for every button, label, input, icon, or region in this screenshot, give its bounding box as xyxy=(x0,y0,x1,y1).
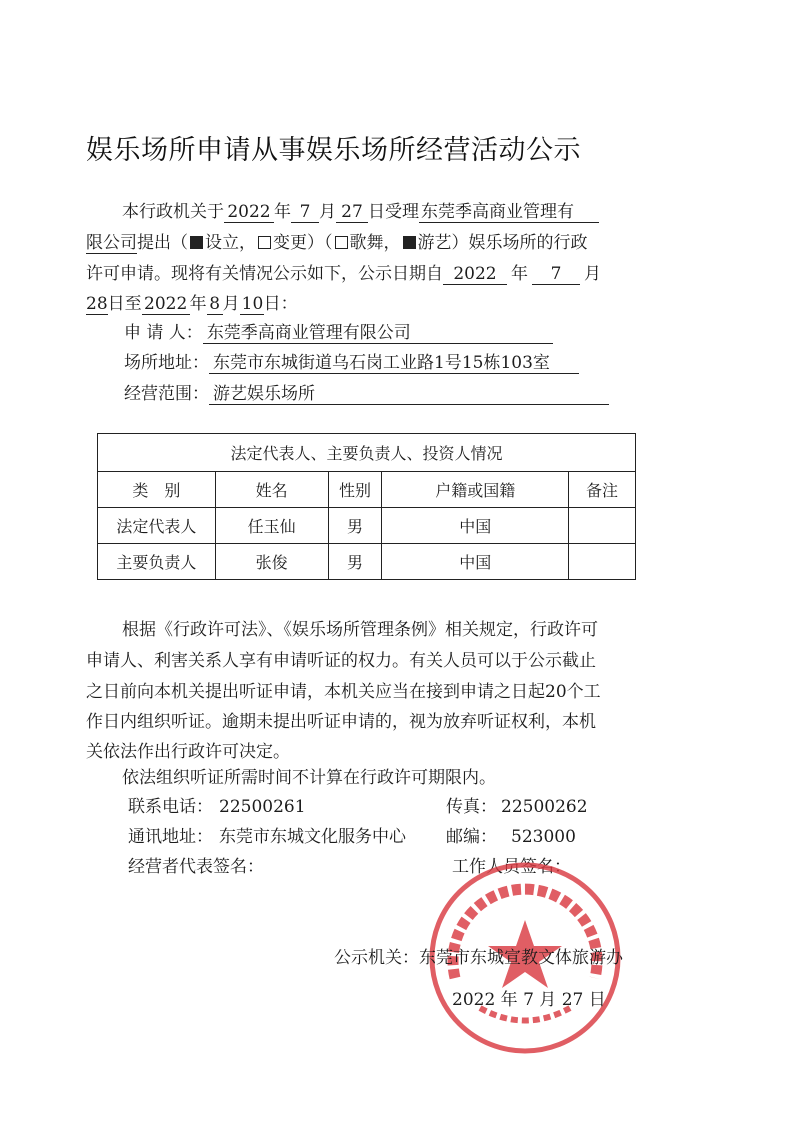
header-gender: 性别 xyxy=(328,472,382,508)
row-nationality: 中国 xyxy=(382,544,569,580)
song-dance-label: 歌舞， xyxy=(349,233,401,253)
address-value: 东莞市东城街道乌石岗工业路1号15栋103室 xyxy=(209,353,579,374)
end-day: 10 xyxy=(241,294,264,314)
end-year-unit: 年 xyxy=(189,294,207,314)
authority-value: 东莞市东城宣教文体旅游办 xyxy=(419,948,623,968)
mail-address-label: 通讯地址： xyxy=(128,827,213,847)
row-name: 张俊 xyxy=(215,544,328,580)
phone-value: 22500261 xyxy=(219,797,306,817)
start-month: 7 xyxy=(532,264,580,285)
header-name: 姓名 xyxy=(215,472,328,508)
body-line-2: 申请人、利害关系人享有申请听证的权力。有关人员可以于公示截止 xyxy=(86,651,596,671)
row-gender: 男 xyxy=(328,508,382,544)
game-label: 游艺）娱乐场所的行政 xyxy=(417,233,588,253)
row-category: 主要负责人 xyxy=(98,544,216,580)
day-unit: 日受理 xyxy=(368,202,419,222)
table-row xyxy=(98,544,636,580)
change-label: 变更）（ xyxy=(273,233,333,253)
people-table xyxy=(97,433,636,580)
period-intro: 许可申请。现将有关情况公示如下，公示日期自 xyxy=(86,264,443,284)
applicant-value: 东莞季高商业管理有限公司 xyxy=(203,323,553,344)
notice-prefix: 本行政机关于 xyxy=(122,202,224,222)
row-remark xyxy=(569,508,636,544)
row-name: 任玉仙 xyxy=(215,508,328,544)
body-line-1: 根据《行政许可法》、《娱乐场所管理条例》相关规定，行政许可 xyxy=(122,620,598,640)
fax-label: 传真： xyxy=(446,797,497,817)
start-month-unit: 月 xyxy=(584,264,601,284)
applicant-label: 申 请 人： xyxy=(124,323,203,343)
notice-line-2 xyxy=(86,233,588,254)
scope-label: 经营范围： xyxy=(124,384,209,404)
applicant-field xyxy=(124,323,553,344)
authority-label: 公示机关： xyxy=(334,948,419,968)
staff-signature: 工作人员签名： xyxy=(452,857,571,877)
month-unit: 月 xyxy=(319,202,336,222)
submit-text: 提出（ xyxy=(137,233,188,253)
end-month: 8 xyxy=(207,294,223,315)
start-day: 28 xyxy=(86,294,108,314)
address-field xyxy=(124,353,579,374)
accept-month: 7 xyxy=(291,202,319,223)
start-year-unit: 年 xyxy=(511,264,528,284)
start-day-unit: 日至 xyxy=(107,294,142,314)
header-remark: 备注 xyxy=(569,472,636,508)
authority-line xyxy=(334,948,623,968)
establish-label: 设立， xyxy=(205,233,256,253)
postcode-value: 523000 xyxy=(511,827,576,847)
notice-line-3 xyxy=(86,264,601,285)
end-day-unit: 日： xyxy=(263,294,298,314)
header-category: 类 别 xyxy=(98,472,216,508)
scope-field xyxy=(124,384,609,405)
accept-year: 2022 xyxy=(224,202,274,223)
operator-signature: 经营者代表签名： xyxy=(128,857,264,877)
publish-date: 2022 年 7 月 27 日 xyxy=(452,990,606,1010)
row-gender: 男 xyxy=(328,544,382,580)
establish-checkbox xyxy=(190,236,203,249)
phone-label: 联系电话： xyxy=(128,797,213,817)
table-row xyxy=(98,508,636,544)
change-checkbox xyxy=(258,236,271,249)
end-year: 2022 xyxy=(142,294,190,315)
postcode-field xyxy=(446,827,576,847)
year-unit: 年 xyxy=(274,202,291,222)
row-category: 法定代表人 xyxy=(98,508,216,544)
address-label: 场所地址： xyxy=(124,353,209,373)
page-title: 娱乐场所申请从事娱乐场所经营活动公示 xyxy=(86,135,581,166)
phone-field xyxy=(128,797,306,817)
table-caption: 法定代表人、主要负责人、投资人情况 xyxy=(98,434,636,472)
body-line-3: 之日前向本机关提出听证申请，本机关应当在接到申请之日起20个工 xyxy=(86,682,601,702)
notice-line-1 xyxy=(122,202,599,223)
fax-field xyxy=(446,797,588,817)
mail-address-value: 东莞市东城文化服务中心 xyxy=(219,827,406,847)
table-header-row xyxy=(98,472,636,508)
applicant-name-part2: 限公司 xyxy=(86,233,137,253)
body-line-5: 关依法作出行政许可决定。 xyxy=(86,742,290,762)
header-nationality: 户籍或国籍 xyxy=(382,472,569,508)
body-line-6: 依法组织听证所需时间不计算在行政许可期限内。 xyxy=(122,768,496,788)
applicant-name-part1: 东莞季高商业管理有 xyxy=(419,202,599,223)
mail-address-field xyxy=(128,827,406,847)
postcode-label: 邮编： xyxy=(446,827,497,847)
end-month-unit: 月 xyxy=(222,294,240,314)
song-dance-checkbox xyxy=(335,236,348,249)
row-nationality: 中国 xyxy=(382,508,569,544)
accept-day: 27 xyxy=(336,202,368,223)
fax-value: 22500262 xyxy=(501,797,588,817)
notice-line-4 xyxy=(86,294,298,315)
start-year: 2022 xyxy=(443,264,507,285)
game-checkbox xyxy=(403,236,416,249)
body-line-4: 作日内组织听证。逾期未提出听证申请的，视为放弃听证权利，本机 xyxy=(86,712,596,732)
scope-value: 游艺娱乐场所 xyxy=(209,384,609,405)
row-remark xyxy=(569,544,636,580)
